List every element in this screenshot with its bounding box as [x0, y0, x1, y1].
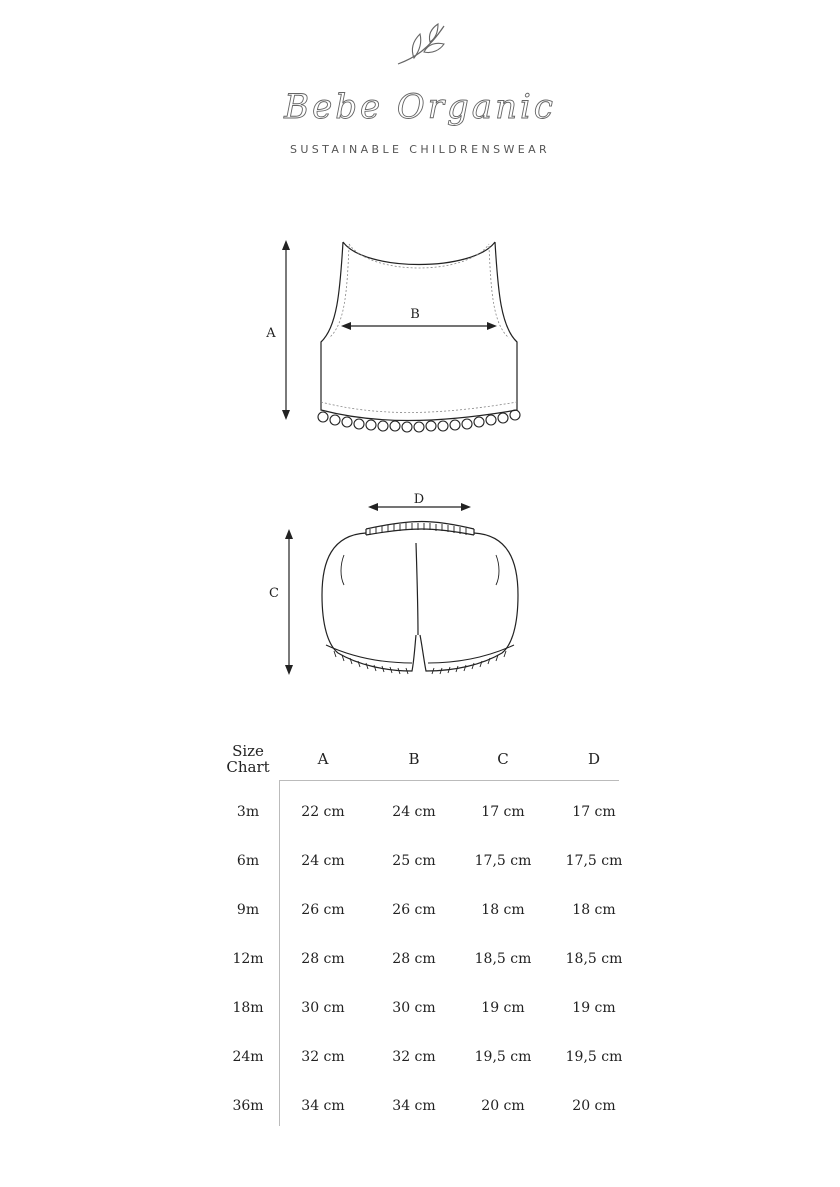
table-size-column-divider	[279, 780, 280, 1126]
table-row	[218, 780, 642, 836]
measure-a-arrow	[282, 240, 290, 420]
measure-c-cell: 20 cm	[481, 1097, 525, 1114]
measure-a-cell: 22 cm	[301, 803, 345, 820]
elastic-gathers	[334, 523, 506, 674]
size-cell: 9m	[236, 901, 260, 918]
size-cell: 36m	[232, 1097, 264, 1114]
size-cell: 12m	[232, 950, 264, 967]
table-row	[218, 934, 642, 983]
measure-a-cell: 32 cm	[301, 1048, 345, 1065]
measure-b-cell: 34 cm	[392, 1097, 436, 1114]
size-chart-header-row	[218, 738, 642, 780]
measure-c-cell: 18 cm	[481, 901, 525, 918]
table-header-divider	[279, 780, 619, 781]
measure-b-arrow	[341, 322, 497, 330]
measure-a-label: A	[266, 326, 276, 341]
size-chart-corner-label	[218, 738, 278, 780]
size-chart-corner-line2: Chart	[226, 758, 270, 776]
measure-d-cell: 19,5 cm	[565, 1048, 623, 1065]
measure-c-arrow	[285, 529, 293, 675]
measure-b-cell: 30 cm	[392, 999, 436, 1016]
table-row	[218, 983, 642, 1032]
measure-c-cell: 17 cm	[481, 803, 525, 820]
measure-a-cell: 34 cm	[301, 1097, 345, 1114]
measure-c-cell: 19 cm	[481, 999, 525, 1016]
leaf-sprig-icon	[394, 18, 450, 70]
measure-c-cell: 18,5 cm	[474, 950, 532, 967]
measure-c-label: C	[269, 586, 279, 601]
measure-d-cell: 19 cm	[572, 999, 616, 1016]
measure-b-cell: 28 cm	[392, 950, 436, 967]
measure-d-cell: 20 cm	[572, 1097, 616, 1114]
top-outline	[321, 242, 517, 421]
bloomers-diagram	[262, 485, 542, 685]
measure-d-cell: 17,5 cm	[565, 852, 623, 869]
column-header-b: B	[408, 750, 420, 768]
table-row	[218, 1032, 642, 1081]
measure-b-cell: 24 cm	[392, 803, 436, 820]
measure-d-label: D	[413, 492, 425, 507]
table-row	[218, 1081, 642, 1130]
size-cell: 18m	[232, 999, 264, 1016]
measure-b-cell: 32 cm	[392, 1048, 436, 1065]
top-garment-diagram	[255, 232, 545, 444]
size-chart-table	[218, 738, 642, 1130]
measure-b-label: B	[410, 307, 420, 322]
measure-c-cell: 19,5 cm	[474, 1048, 532, 1065]
column-header-d: D	[587, 750, 601, 768]
brand-tagline: SUSTAINABLE CHILDRENSWEAR	[289, 143, 551, 156]
size-cell: 3m	[236, 803, 260, 820]
table-row	[218, 836, 642, 885]
measure-a-cell: 26 cm	[301, 901, 345, 918]
size-chart-corner-line1: Size	[232, 742, 264, 760]
measure-a-cell: 24 cm	[301, 852, 345, 869]
measure-b-cell: 26 cm	[392, 901, 436, 918]
measure-a-cell: 30 cm	[301, 999, 345, 1016]
measure-c-cell: 17,5 cm	[474, 852, 532, 869]
brand-logo	[0, 80, 840, 132]
measure-d-cell: 18 cm	[572, 901, 616, 918]
brand-name: Bebe Organic	[284, 87, 556, 127]
column-header-c: C	[497, 750, 509, 768]
measure-d-cell: 18,5 cm	[565, 950, 623, 967]
measure-b-cell: 25 cm	[392, 852, 436, 869]
size-cell: 24m	[232, 1048, 264, 1065]
column-header-a: A	[317, 750, 329, 768]
bloomers-outline	[322, 522, 518, 672]
pompom-trim	[318, 410, 520, 432]
table-row	[218, 885, 642, 934]
size-cell: 6m	[236, 852, 260, 869]
measure-a-cell: 28 cm	[301, 950, 345, 967]
measure-d-cell: 17 cm	[572, 803, 616, 820]
